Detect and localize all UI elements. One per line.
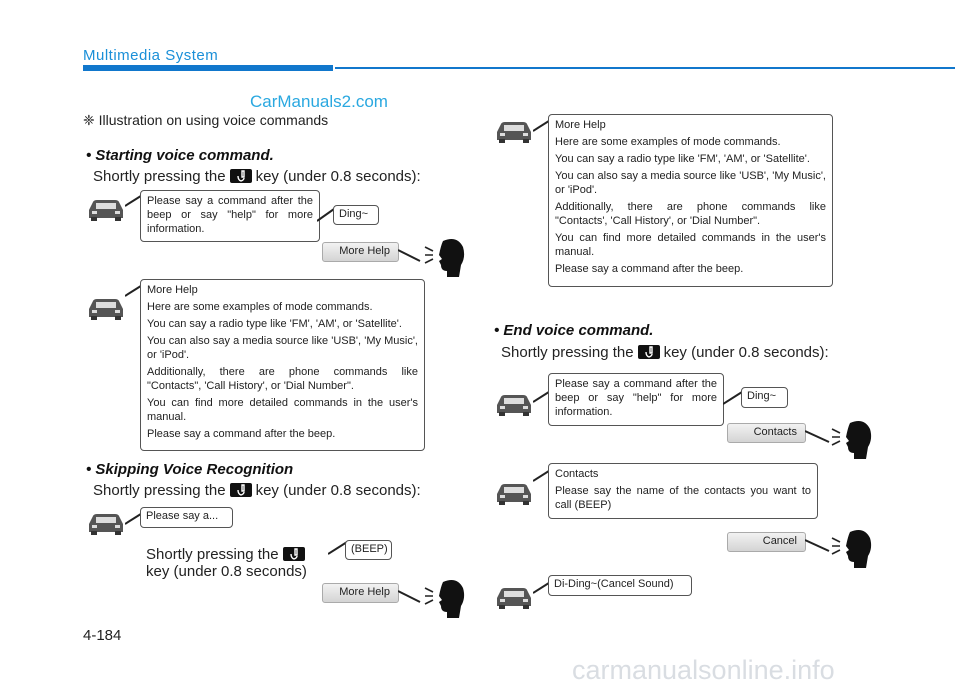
help-title: More Help bbox=[147, 284, 198, 296]
end-section-title: • End voice command. bbox=[494, 322, 654, 339]
illustration-note: ❈ Illustration on using voice commands bbox=[83, 112, 329, 128]
ding-tag: Ding~ bbox=[333, 205, 379, 225]
help-line: Additionally, there are phone commands like "Contacts", 'Call History', or 'Dial Number". bbox=[147, 366, 418, 392]
contacts-text: Please say the name of the contacts you want to call (BEEP) bbox=[555, 485, 811, 511]
cancel-sound-tag: Di-Ding~(Cancel Sound) bbox=[548, 575, 692, 596]
end-instruction bbox=[501, 344, 829, 361]
voice-key-icon bbox=[230, 169, 252, 183]
instr-text-pre: Shortly pressing the bbox=[146, 546, 279, 563]
more-help-response-box bbox=[548, 114, 833, 287]
instr-text-pre: Shortly pressing the bbox=[93, 482, 226, 499]
speaking-person-icon bbox=[423, 235, 467, 279]
skip-press-instruction bbox=[146, 546, 309, 580]
section-header-title: Multimedia System bbox=[83, 47, 219, 64]
help-line: You can also say a media source like 'USB', 'My Music', or 'iPod'. bbox=[555, 170, 826, 196]
instr-text-post: key (under 0.8 seconds): bbox=[255, 482, 421, 499]
more-help-response-box bbox=[140, 279, 425, 451]
help-line: You can say a radio type like 'FM', 'AM', or 'Satellite'. bbox=[555, 153, 810, 165]
contacts-response-box bbox=[548, 463, 818, 519]
speaking-person-icon bbox=[830, 526, 874, 570]
start-instruction bbox=[93, 168, 421, 185]
help-line: Please say a command after the beep. bbox=[555, 263, 744, 275]
beep-tag: (BEEP) bbox=[345, 540, 392, 560]
instr-text-post: key (under 0.8 seconds): bbox=[663, 344, 829, 361]
header-bar bbox=[83, 65, 333, 71]
skip-section-title: • Skipping Voice Recognition bbox=[86, 461, 294, 478]
car-icon bbox=[87, 295, 125, 321]
help-line: You can say a radio type like 'FM', 'AM', or 'Satellite'. bbox=[147, 318, 402, 330]
header-rule bbox=[335, 67, 955, 69]
help-line: Please say a command after the beep. bbox=[147, 428, 336, 440]
help-line: You can find more detailed commands in the user's manual. bbox=[555, 232, 826, 258]
help-line: Here are some examples of mode commands. bbox=[147, 301, 373, 313]
help-line: You can also say a media source like 'USB', 'My Music', or 'iPod'. bbox=[147, 335, 418, 361]
voice-key-icon bbox=[230, 483, 252, 497]
ding-tag: Ding~ bbox=[741, 387, 788, 408]
car-icon bbox=[495, 584, 533, 610]
start-section-title: • Starting voice command. bbox=[86, 147, 274, 164]
system-prompt-box: Please say a command after the beep or say "help" for more information. bbox=[548, 373, 724, 426]
instr-text-post: key (under 0.8 seconds): bbox=[255, 168, 421, 185]
car-icon bbox=[495, 391, 533, 417]
footer-watermark: carmanualsonline.info bbox=[572, 655, 835, 685]
car-icon bbox=[495, 118, 533, 144]
voice-key-icon bbox=[283, 547, 305, 561]
instr-text-pre: Shortly pressing the bbox=[501, 344, 634, 361]
system-prompt-box: Please say a command after the beep or say "help" for more information. bbox=[140, 190, 320, 242]
contacts-title: Contacts bbox=[555, 468, 599, 480]
more-help-command: More Help bbox=[322, 583, 399, 603]
system-prompt-short: Please say a... bbox=[140, 507, 233, 528]
cancel-command: Cancel bbox=[727, 532, 806, 552]
car-icon bbox=[495, 480, 533, 506]
car-icon bbox=[87, 510, 125, 536]
instr-text-post: key (under 0.8 seconds) bbox=[146, 563, 307, 580]
help-line: Additionally, there are phone commands like "Contacts', 'Call History', or 'Dial Number". bbox=[555, 201, 826, 227]
help-line: Here are some examples of mode commands. bbox=[555, 136, 781, 148]
speaking-person-icon bbox=[423, 576, 467, 620]
instr-text-pre: Shortly pressing the bbox=[93, 168, 226, 185]
contacts-command: Contacts bbox=[727, 423, 806, 443]
help-line: You can find more detailed commands in the user's manual. bbox=[147, 397, 418, 423]
help-title: More Help bbox=[555, 119, 606, 131]
more-help-command: More Help bbox=[322, 242, 399, 262]
car-icon bbox=[87, 196, 125, 222]
page-number: 4-184 bbox=[83, 627, 122, 644]
speaking-person-icon bbox=[830, 417, 874, 461]
skip-instruction bbox=[93, 482, 421, 499]
voice-key-icon bbox=[638, 345, 660, 359]
watermark: CarManuals2.com bbox=[250, 92, 388, 111]
